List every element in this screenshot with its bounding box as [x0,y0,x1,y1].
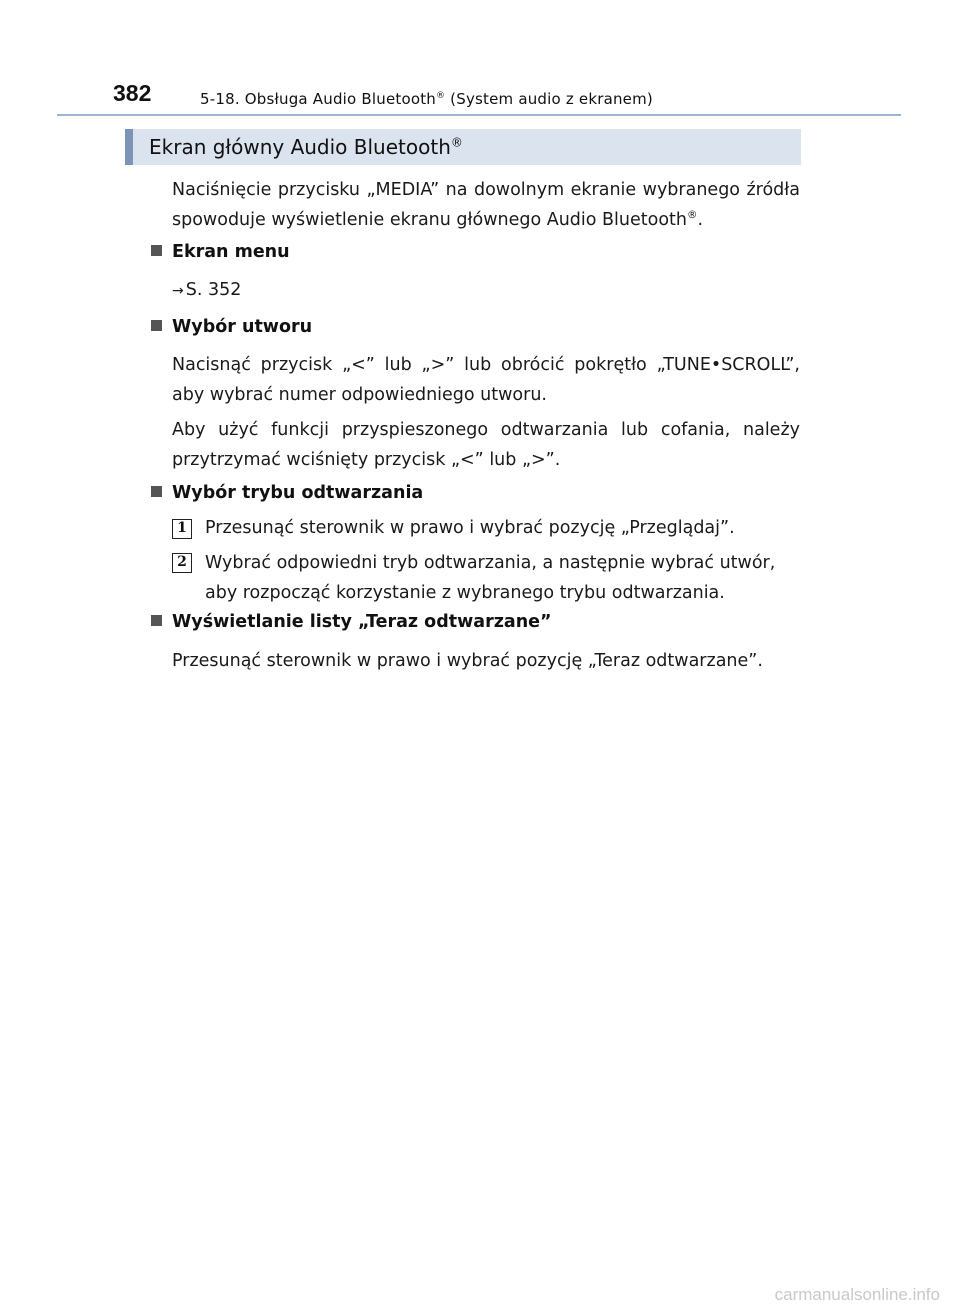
heading-play-mode [151,483,423,503]
square-bullet-icon [151,245,162,256]
heading-menu-screen-text: Ekran menu [172,242,290,262]
square-bullet-icon [151,615,162,626]
step-text: Przesunąć sterownik w prawo i wybrać pozycję „Przeglądaj”. [205,518,735,538]
registered-mark: ® [450,135,463,150]
registered-mark: ® [687,209,698,222]
page-reference-text: S. 352 [185,280,242,300]
track-select-paragraph-1: Nacisnąć przycisk „<” lub „>” lub obrócić pokrętło „TUNE•SCROLL”, aby wybrać numer odpowiedniego utworu. [172,355,800,405]
section-title-bar [125,129,801,165]
header-divider [57,114,901,116]
square-bullet-icon [151,320,162,331]
intro-end: . [697,210,704,230]
square-bullet-icon [151,486,162,497]
running-header-title: 5-18. Obsługa Audio Bluetooth [200,90,436,108]
step-number-badge: 2 [172,553,192,573]
arrow-right-icon: → [172,283,184,299]
heading-track-select-text: Wybór utworu [172,317,313,337]
step-number-badge: 1 [172,519,192,539]
heading-track-select [151,317,312,337]
heading-now-playing-text: Wyświetlanie listy „Teraz odtwarzane” [172,612,552,632]
step-text: Wybrać odpowiedni tryb odtwarzania, a następnie wybrać utwór, aby rozpocząć korzystanie z wybranego trybu odtwarzania. [205,553,776,603]
track-select-paragraph-2: Aby użyć funkcji przyspieszonego odtwarzania lub cofania, należy przytrzymać wciśnięty przycisk „<” lub „>”. [172,420,800,470]
page-number: 382 [113,80,152,106]
registered-mark: ® [436,91,446,101]
now-playing-paragraph: Przesunąć sterownik w prawo i wybrać pozycję „Teraz odtwarzane”. [172,651,763,671]
watermark: carmanualsonline.info [774,1285,940,1304]
heading-menu-screen [151,242,290,262]
page-reference [172,280,241,300]
section-title [149,135,463,159]
running-header-suffix: (System audio z ekranem) [445,90,653,108]
intro-paragraph [172,175,800,235]
section-title-text: Ekran główny Audio Bluetooth [149,135,451,159]
heading-play-mode-text: Wybór trybu odtwarzania [172,483,424,503]
heading-now-playing [151,612,552,632]
intro-text: Naciśnięcie przycisku „MEDIA” na dowolnym ekranie wybranego źródła spowoduje wyświetlenie ekranu głównego Audio Bluetooth [172,180,800,230]
running-header [200,90,653,108]
